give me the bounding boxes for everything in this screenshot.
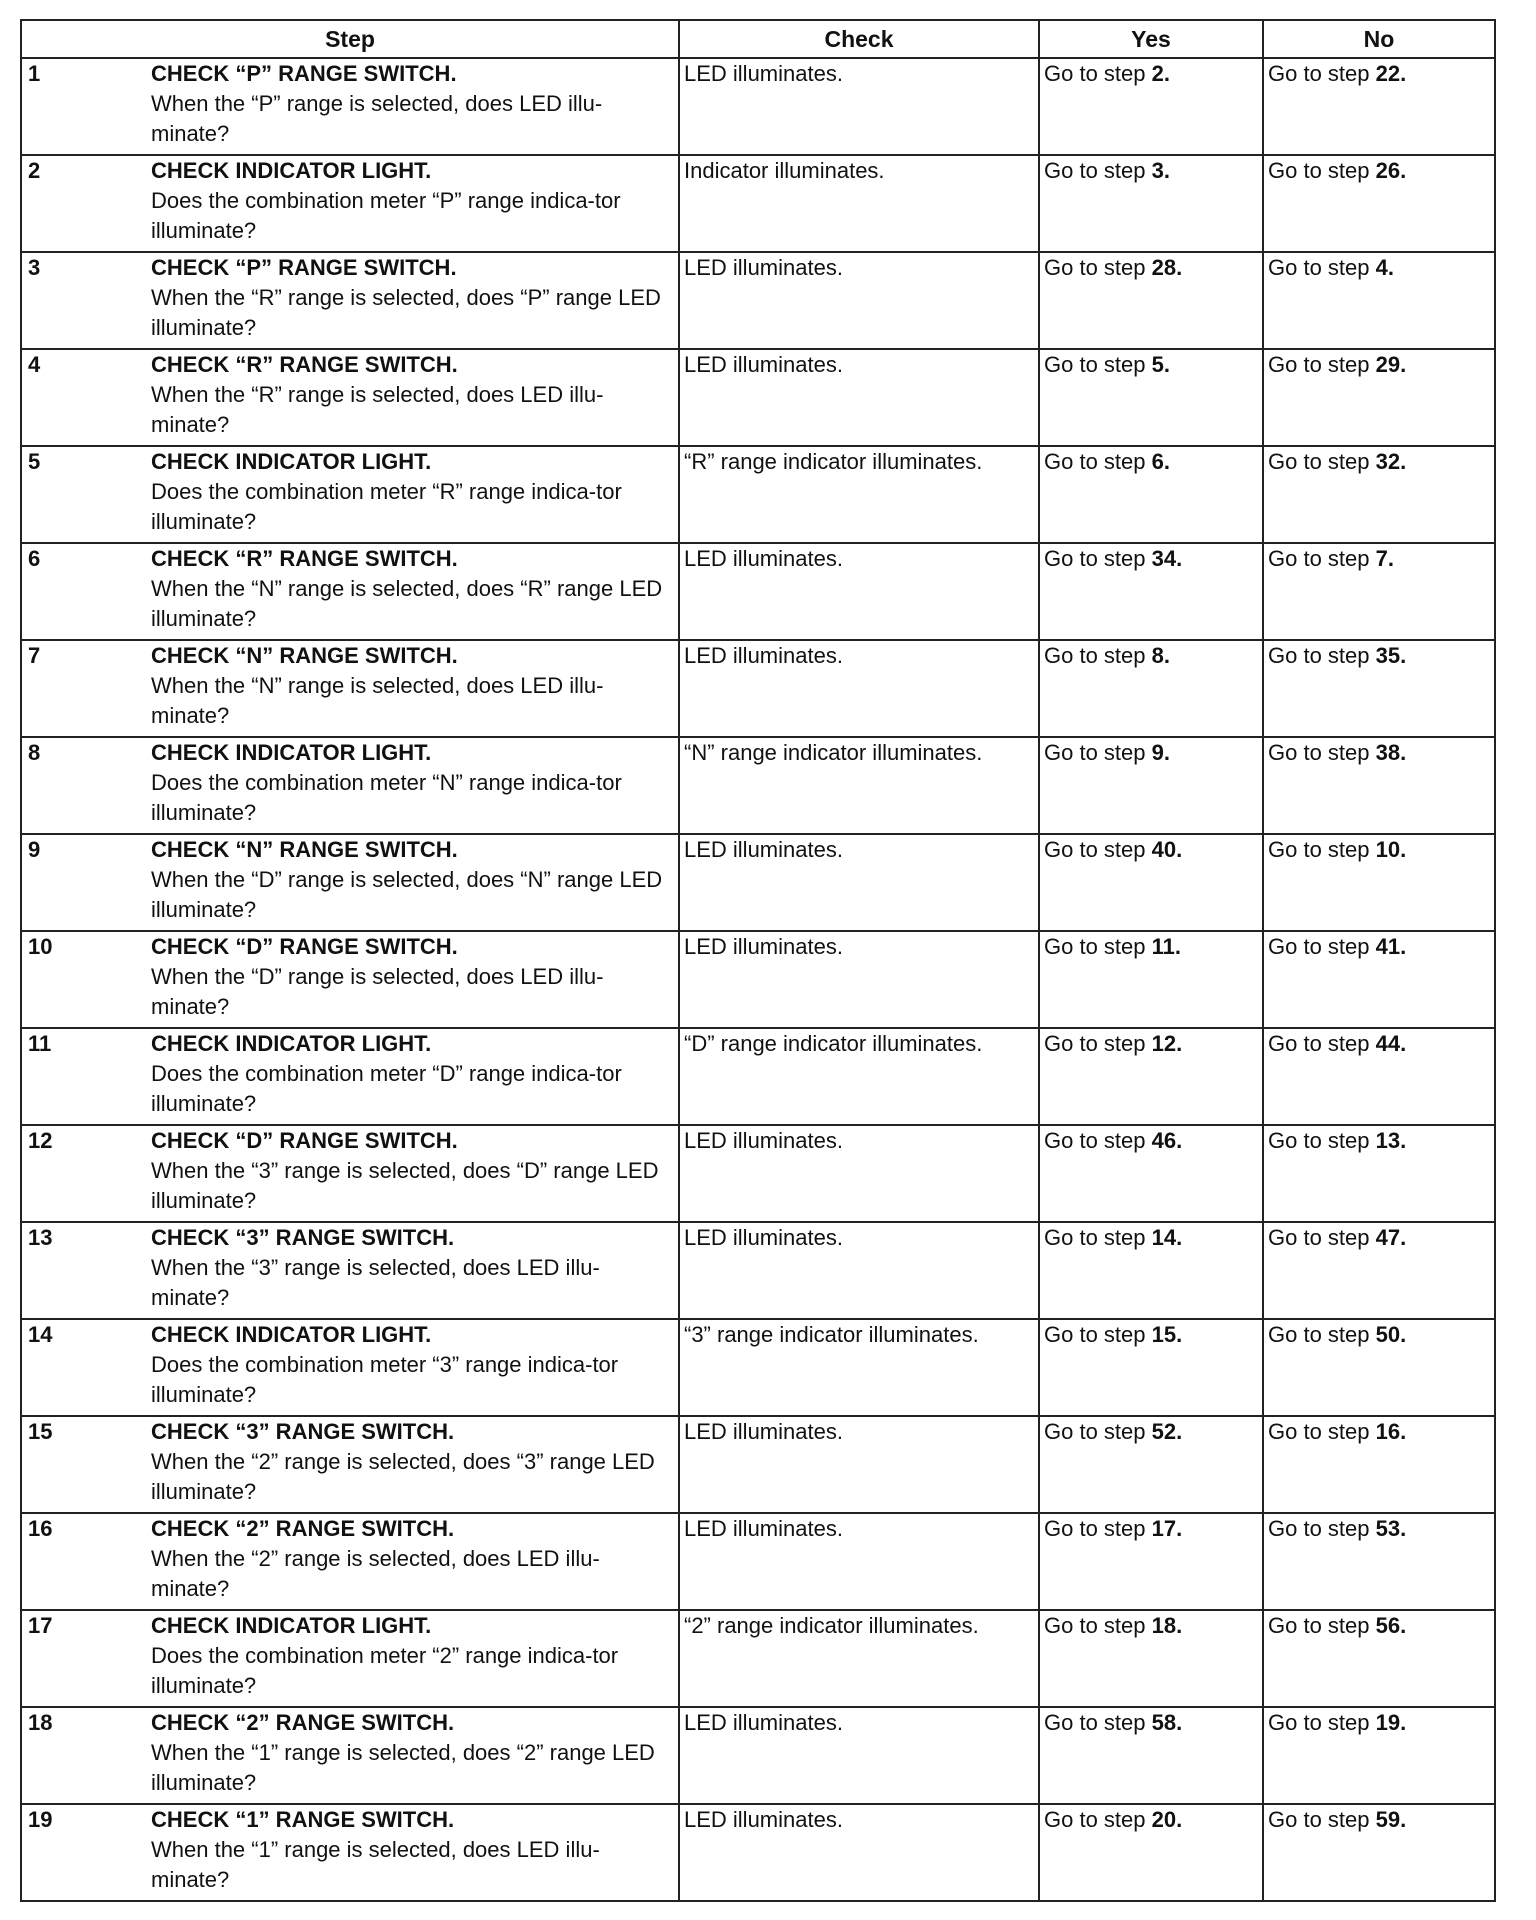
yes-cell bbox=[1039, 834, 1263, 931]
no-cell bbox=[1263, 1319, 1495, 1416]
step-cell bbox=[21, 1125, 679, 1222]
step-number: 18 bbox=[28, 1710, 53, 1735]
yes-action bbox=[1044, 61, 1170, 86]
no-cell bbox=[1263, 1513, 1495, 1610]
check-cell: “D” range indicator illuminates. bbox=[679, 1028, 1039, 1125]
check-cell: LED illuminates. bbox=[679, 252, 1039, 349]
step-text bbox=[151, 738, 674, 828]
yes-step-number: 6. bbox=[1151, 449, 1170, 474]
yes-prefix: Go to step bbox=[1044, 837, 1152, 862]
no-step-number: 16. bbox=[1375, 1419, 1407, 1444]
yes-step-number: 17. bbox=[1151, 1516, 1183, 1541]
yes-action bbox=[1044, 546, 1182, 571]
step-title: CHECK INDICATOR LIGHT. bbox=[151, 158, 432, 183]
no-cell bbox=[1263, 931, 1495, 1028]
yes-action bbox=[1044, 1128, 1182, 1153]
no-prefix: Go to step bbox=[1268, 1807, 1376, 1832]
no-action bbox=[1268, 449, 1406, 474]
no-action bbox=[1268, 1516, 1406, 1541]
step-number: 1 bbox=[28, 61, 41, 86]
no-cell bbox=[1263, 1416, 1495, 1513]
no-cell bbox=[1263, 737, 1495, 834]
yes-step-number: 28. bbox=[1151, 255, 1183, 280]
table-row bbox=[21, 446, 1495, 543]
check-cell: LED illuminates. bbox=[679, 640, 1039, 737]
yes-cell bbox=[1039, 446, 1263, 543]
yes-action bbox=[1044, 1807, 1182, 1832]
step-title: CHECK “P” RANGE SWITCH. bbox=[151, 255, 457, 280]
no-cell bbox=[1263, 1125, 1495, 1222]
yes-cell bbox=[1039, 58, 1263, 155]
table-row bbox=[21, 155, 1495, 252]
step-number: 16 bbox=[28, 1516, 53, 1541]
step-title: CHECK “D” RANGE SWITCH. bbox=[151, 1128, 458, 1153]
step-description: When the “R” range is selected, does LED illu-minate? bbox=[151, 382, 604, 437]
step-title: CHECK “R” RANGE SWITCH. bbox=[151, 352, 458, 377]
yes-action bbox=[1044, 1613, 1182, 1638]
step-cell bbox=[21, 349, 679, 446]
check-cell: LED illuminates. bbox=[679, 1804, 1039, 1901]
step-cell bbox=[21, 1222, 679, 1319]
step-title: CHECK “N” RANGE SWITCH. bbox=[151, 837, 458, 862]
step-description: When the “2” range is selected, does “3” range LED illuminate? bbox=[151, 1449, 655, 1504]
check-cell: LED illuminates. bbox=[679, 1513, 1039, 1610]
yes-prefix: Go to step bbox=[1044, 1516, 1152, 1541]
diagnostic-table bbox=[20, 19, 1496, 1902]
no-step-number: 26. bbox=[1375, 158, 1407, 183]
step-title: CHECK INDICATOR LIGHT. bbox=[151, 449, 432, 474]
step-description: When the “3” range is selected, does LED illu-minate? bbox=[151, 1255, 600, 1310]
yes-step-number: 14. bbox=[1151, 1225, 1183, 1250]
check-cell: LED illuminates. bbox=[679, 931, 1039, 1028]
yes-step-number: 11. bbox=[1151, 934, 1181, 959]
step-text bbox=[151, 1514, 674, 1604]
no-prefix: Go to step bbox=[1268, 934, 1376, 959]
yes-step-number: 20. bbox=[1151, 1807, 1183, 1832]
no-prefix: Go to step bbox=[1268, 158, 1376, 183]
step-title: CHECK “D” RANGE SWITCH. bbox=[151, 934, 458, 959]
step-number: 19 bbox=[28, 1807, 53, 1832]
yes-prefix: Go to step bbox=[1044, 643, 1152, 668]
yes-cell bbox=[1039, 543, 1263, 640]
no-prefix: Go to step bbox=[1268, 1419, 1376, 1444]
step-description: When the “1” range is selected, does LED illu-minate? bbox=[151, 1837, 600, 1892]
table-body bbox=[21, 58, 1495, 1901]
yes-prefix: Go to step bbox=[1044, 1225, 1152, 1250]
check-cell: LED illuminates. bbox=[679, 834, 1039, 931]
no-step-number: 19. bbox=[1375, 1710, 1407, 1735]
no-cell bbox=[1263, 1028, 1495, 1125]
step-number: 5 bbox=[28, 449, 41, 474]
no-prefix: Go to step bbox=[1268, 1031, 1376, 1056]
step-number: 2 bbox=[28, 158, 41, 183]
no-action bbox=[1268, 255, 1394, 280]
step-text bbox=[151, 1029, 674, 1119]
table-row bbox=[21, 252, 1495, 349]
step-description: When the “N” range is selected, does LED illu-minate? bbox=[151, 673, 604, 728]
step-description: Does the combination meter “3” range indica-tor illuminate? bbox=[151, 1352, 619, 1407]
yes-action bbox=[1044, 643, 1170, 668]
yes-prefix: Go to step bbox=[1044, 61, 1152, 86]
yes-cell bbox=[1039, 1319, 1263, 1416]
yes-prefix: Go to step bbox=[1044, 158, 1152, 183]
yes-cell bbox=[1039, 1028, 1263, 1125]
table-row bbox=[21, 737, 1495, 834]
check-cell: “3” range indicator illuminates. bbox=[679, 1319, 1039, 1416]
step-cell bbox=[21, 543, 679, 640]
yes-action bbox=[1044, 740, 1170, 765]
step-cell bbox=[21, 155, 679, 252]
step-number: 6 bbox=[28, 546, 41, 571]
yes-cell bbox=[1039, 1222, 1263, 1319]
no-cell bbox=[1263, 640, 1495, 737]
no-action bbox=[1268, 740, 1406, 765]
step-title: CHECK “N” RANGE SWITCH. bbox=[151, 643, 458, 668]
step-cell bbox=[21, 1319, 679, 1416]
step-description: When the “D” range is selected, does “N” range LED illuminate? bbox=[151, 867, 663, 922]
no-prefix: Go to step bbox=[1268, 546, 1376, 571]
step-description: When the “R” range is selected, does “P” range LED illuminate? bbox=[151, 285, 661, 340]
table-row bbox=[21, 1804, 1495, 1901]
table-row bbox=[21, 1416, 1495, 1513]
no-step-number: 13. bbox=[1375, 1128, 1407, 1153]
yes-step-number: 8. bbox=[1151, 643, 1170, 668]
step-cell bbox=[21, 1707, 679, 1804]
no-prefix: Go to step bbox=[1268, 1225, 1376, 1250]
step-cell bbox=[21, 1610, 679, 1707]
no-action bbox=[1268, 1031, 1406, 1056]
no-cell bbox=[1263, 58, 1495, 155]
yes-prefix: Go to step bbox=[1044, 1031, 1152, 1056]
table-row bbox=[21, 1125, 1495, 1222]
step-description: Does the combination meter “D” range indica-tor illuminate? bbox=[151, 1061, 622, 1116]
step-description: When the “D” range is selected, does LED illu-minate? bbox=[151, 964, 604, 1019]
check-cell: Indicator illuminates. bbox=[679, 155, 1039, 252]
step-number: 11 bbox=[28, 1031, 52, 1056]
check-cell: LED illuminates. bbox=[679, 349, 1039, 446]
yes-cell bbox=[1039, 640, 1263, 737]
no-step-number: 50. bbox=[1375, 1322, 1407, 1347]
step-description: Does the combination meter “R” range indica-tor illuminate? bbox=[151, 479, 622, 534]
no-step-number: 41. bbox=[1375, 934, 1407, 959]
step-number: 8 bbox=[28, 740, 41, 765]
no-cell bbox=[1263, 834, 1495, 931]
step-cell bbox=[21, 931, 679, 1028]
yes-action bbox=[1044, 1516, 1182, 1541]
step-number: 3 bbox=[28, 255, 41, 280]
yes-prefix: Go to step bbox=[1044, 1128, 1152, 1153]
no-cell bbox=[1263, 252, 1495, 349]
yes-cell bbox=[1039, 155, 1263, 252]
no-cell bbox=[1263, 349, 1495, 446]
yes-step-number: 2. bbox=[1151, 61, 1170, 86]
yes-action bbox=[1044, 1322, 1182, 1347]
step-title: CHECK “2” RANGE SWITCH. bbox=[151, 1516, 455, 1541]
step-text bbox=[151, 59, 674, 149]
yes-action bbox=[1044, 158, 1170, 183]
yes-prefix: Go to step bbox=[1044, 449, 1152, 474]
step-number: 10 bbox=[28, 934, 53, 959]
yes-cell bbox=[1039, 1125, 1263, 1222]
yes-action bbox=[1044, 255, 1182, 280]
check-cell: LED illuminates. bbox=[679, 543, 1039, 640]
yes-step-number: 34. bbox=[1151, 546, 1183, 571]
no-prefix: Go to step bbox=[1268, 449, 1376, 474]
table-row bbox=[21, 1513, 1495, 1610]
step-title: CHECK INDICATOR LIGHT. bbox=[151, 1613, 432, 1638]
yes-step-number: 58. bbox=[1151, 1710, 1183, 1735]
step-text bbox=[151, 350, 674, 440]
yes-prefix: Go to step bbox=[1044, 255, 1152, 280]
table-row bbox=[21, 349, 1495, 446]
table-row bbox=[21, 1319, 1495, 1416]
no-cell bbox=[1263, 1222, 1495, 1319]
no-cell bbox=[1263, 155, 1495, 252]
step-description: Does the combination meter “N” range indica-tor illuminate? bbox=[151, 770, 622, 825]
yes-cell bbox=[1039, 1610, 1263, 1707]
step-text bbox=[151, 1611, 674, 1701]
no-step-number: 29. bbox=[1375, 352, 1407, 377]
step-text bbox=[151, 1417, 674, 1507]
no-step-number: 59. bbox=[1375, 1807, 1407, 1832]
table-row bbox=[21, 1222, 1495, 1319]
yes-cell bbox=[1039, 931, 1263, 1028]
yes-cell bbox=[1039, 252, 1263, 349]
step-description: When the “P” range is selected, does LED illu-minate? bbox=[151, 91, 603, 146]
no-action bbox=[1268, 158, 1406, 183]
no-cell bbox=[1263, 446, 1495, 543]
check-cell: “2” range indicator illuminates. bbox=[679, 1610, 1039, 1707]
no-prefix: Go to step bbox=[1268, 1613, 1376, 1638]
step-title: CHECK “3” RANGE SWITCH. bbox=[151, 1225, 455, 1250]
step-title: CHECK “P” RANGE SWITCH. bbox=[151, 61, 457, 86]
step-text bbox=[151, 1223, 674, 1313]
yes-action bbox=[1044, 449, 1170, 474]
yes-step-number: 5. bbox=[1151, 352, 1170, 377]
step-cell bbox=[21, 252, 679, 349]
yes-prefix: Go to step bbox=[1044, 352, 1152, 377]
no-action bbox=[1268, 61, 1406, 86]
step-title: CHECK INDICATOR LIGHT. bbox=[151, 1031, 432, 1056]
step-number: 17 bbox=[28, 1613, 53, 1638]
yes-step-number: 9. bbox=[1151, 740, 1170, 765]
check-cell: LED illuminates. bbox=[679, 58, 1039, 155]
step-cell bbox=[21, 1804, 679, 1901]
step-title: CHECK “2” RANGE SWITCH. bbox=[151, 1710, 455, 1735]
no-prefix: Go to step bbox=[1268, 643, 1376, 668]
yes-cell bbox=[1039, 1804, 1263, 1901]
header-step: Step bbox=[21, 20, 679, 58]
yes-action bbox=[1044, 1031, 1182, 1056]
step-title: CHECK INDICATOR LIGHT. bbox=[151, 1322, 432, 1347]
no-prefix: Go to step bbox=[1268, 1516, 1376, 1541]
step-cell bbox=[21, 1028, 679, 1125]
yes-prefix: Go to step bbox=[1044, 934, 1152, 959]
no-step-number: 22. bbox=[1375, 61, 1407, 86]
check-cell: LED illuminates. bbox=[679, 1222, 1039, 1319]
no-prefix: Go to step bbox=[1268, 1322, 1376, 1347]
yes-step-number: 3. bbox=[1151, 158, 1170, 183]
yes-step-number: 12. bbox=[1151, 1031, 1183, 1056]
step-text bbox=[151, 544, 674, 634]
header-no: No bbox=[1263, 20, 1495, 58]
step-cell bbox=[21, 58, 679, 155]
table-row bbox=[21, 58, 1495, 155]
no-prefix: Go to step bbox=[1268, 255, 1376, 280]
yes-prefix: Go to step bbox=[1044, 740, 1152, 765]
no-step-number: 44. bbox=[1375, 1031, 1407, 1056]
table-row bbox=[21, 543, 1495, 640]
step-description: When the “2” range is selected, does LED illu-minate? bbox=[151, 1546, 600, 1601]
step-description: When the “N” range is selected, does “R” range LED illuminate? bbox=[151, 576, 663, 631]
yes-step-number: 46. bbox=[1151, 1128, 1183, 1153]
no-action bbox=[1268, 837, 1406, 862]
no-action bbox=[1268, 546, 1394, 571]
step-cell bbox=[21, 1416, 679, 1513]
step-number: 12 bbox=[28, 1128, 53, 1153]
yes-prefix: Go to step bbox=[1044, 1322, 1152, 1347]
yes-cell bbox=[1039, 1707, 1263, 1804]
no-action bbox=[1268, 1322, 1406, 1347]
yes-prefix: Go to step bbox=[1044, 1710, 1152, 1735]
no-prefix: Go to step bbox=[1268, 1128, 1376, 1153]
step-title: CHECK “1” RANGE SWITCH. bbox=[151, 1807, 455, 1832]
no-action bbox=[1268, 1128, 1406, 1153]
yes-prefix: Go to step bbox=[1044, 546, 1152, 571]
step-description: When the “1” range is selected, does “2” range LED illuminate? bbox=[151, 1740, 655, 1795]
step-cell bbox=[21, 834, 679, 931]
yes-cell bbox=[1039, 1416, 1263, 1513]
step-text bbox=[151, 932, 674, 1022]
check-cell: “N” range indicator illuminates. bbox=[679, 737, 1039, 834]
header-check: Check bbox=[679, 20, 1039, 58]
yes-step-number: 40. bbox=[1151, 837, 1183, 862]
step-cell bbox=[21, 737, 679, 834]
yes-step-number: 18. bbox=[1151, 1613, 1183, 1638]
check-cell: LED illuminates. bbox=[679, 1416, 1039, 1513]
step-title: CHECK “3” RANGE SWITCH. bbox=[151, 1419, 455, 1444]
no-step-number: 7. bbox=[1375, 546, 1394, 571]
no-action bbox=[1268, 1613, 1406, 1638]
yes-step-number: 52. bbox=[1151, 1419, 1183, 1444]
yes-action bbox=[1044, 934, 1181, 959]
yes-prefix: Go to step bbox=[1044, 1613, 1152, 1638]
yes-step-number: 15. bbox=[1151, 1322, 1183, 1347]
yes-cell bbox=[1039, 1513, 1263, 1610]
header-yes: Yes bbox=[1039, 20, 1263, 58]
no-action bbox=[1268, 1807, 1406, 1832]
yes-action bbox=[1044, 1225, 1182, 1250]
step-text bbox=[151, 1708, 674, 1798]
step-title: CHECK “R” RANGE SWITCH. bbox=[151, 546, 458, 571]
table-row bbox=[21, 1028, 1495, 1125]
yes-prefix: Go to step bbox=[1044, 1807, 1152, 1832]
table-row bbox=[21, 931, 1495, 1028]
step-text bbox=[151, 835, 674, 925]
no-step-number: 53. bbox=[1375, 1516, 1407, 1541]
check-cell: LED illuminates. bbox=[679, 1707, 1039, 1804]
no-action bbox=[1268, 934, 1406, 959]
no-cell bbox=[1263, 1610, 1495, 1707]
step-number: 9 bbox=[28, 837, 41, 862]
no-cell bbox=[1263, 543, 1495, 640]
no-step-number: 56. bbox=[1375, 1613, 1407, 1638]
no-action bbox=[1268, 1419, 1406, 1444]
no-action bbox=[1268, 352, 1406, 377]
no-action bbox=[1268, 1710, 1406, 1735]
step-text bbox=[151, 1320, 674, 1410]
step-description: Does the combination meter “P” range indica-tor illuminate? bbox=[151, 188, 621, 243]
step-cell bbox=[21, 640, 679, 737]
step-text bbox=[151, 447, 674, 537]
yes-action bbox=[1044, 352, 1170, 377]
step-number: 13 bbox=[28, 1225, 53, 1250]
table-row bbox=[21, 834, 1495, 931]
table-row bbox=[21, 1707, 1495, 1804]
step-number: 14 bbox=[28, 1322, 53, 1347]
no-action bbox=[1268, 643, 1406, 668]
no-step-number: 10. bbox=[1375, 837, 1407, 862]
yes-action bbox=[1044, 1419, 1182, 1444]
no-prefix: Go to step bbox=[1268, 837, 1376, 862]
no-cell bbox=[1263, 1707, 1495, 1804]
no-step-number: 4. bbox=[1375, 255, 1394, 280]
check-cell: “R” range indicator illuminates. bbox=[679, 446, 1039, 543]
no-prefix: Go to step bbox=[1268, 740, 1376, 765]
step-description: Does the combination meter “2” range indica-tor illuminate? bbox=[151, 1643, 619, 1698]
table-row bbox=[21, 1610, 1495, 1707]
yes-prefix: Go to step bbox=[1044, 1419, 1152, 1444]
step-cell bbox=[21, 1513, 679, 1610]
step-text bbox=[151, 253, 674, 343]
no-step-number: 32. bbox=[1375, 449, 1407, 474]
step-cell bbox=[21, 446, 679, 543]
step-description: When the “3” range is selected, does “D” range LED illuminate? bbox=[151, 1158, 659, 1213]
no-prefix: Go to step bbox=[1268, 352, 1376, 377]
no-step-number: 47. bbox=[1375, 1225, 1407, 1250]
step-title: CHECK INDICATOR LIGHT. bbox=[151, 740, 432, 765]
no-prefix: Go to step bbox=[1268, 1710, 1376, 1735]
no-cell bbox=[1263, 1804, 1495, 1901]
check-cell: LED illuminates. bbox=[679, 1125, 1039, 1222]
no-step-number: 35. bbox=[1375, 643, 1407, 668]
yes-cell bbox=[1039, 737, 1263, 834]
no-prefix: Go to step bbox=[1268, 61, 1376, 86]
step-number: 4 bbox=[28, 352, 41, 377]
table-header-row bbox=[21, 20, 1495, 58]
yes-action bbox=[1044, 1710, 1182, 1735]
table-row bbox=[21, 640, 1495, 737]
step-text bbox=[151, 1126, 674, 1216]
step-text bbox=[151, 156, 674, 246]
yes-cell bbox=[1039, 349, 1263, 446]
no-action bbox=[1268, 1225, 1406, 1250]
step-number: 15 bbox=[28, 1419, 53, 1444]
yes-action bbox=[1044, 837, 1182, 862]
step-number: 7 bbox=[28, 643, 41, 668]
no-step-number: 38. bbox=[1375, 740, 1407, 765]
step-text bbox=[151, 641, 674, 731]
step-text bbox=[151, 1805, 674, 1895]
